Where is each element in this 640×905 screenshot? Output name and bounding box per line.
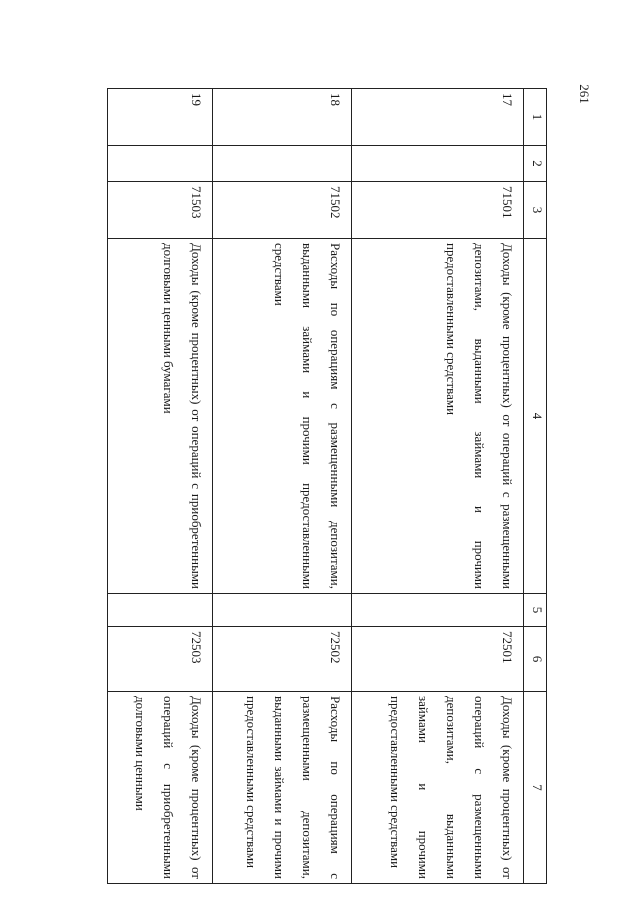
cell-col5 bbox=[352, 594, 524, 627]
page-number: 261 bbox=[577, 84, 592, 104]
header-cell-7: 7 bbox=[524, 692, 547, 884]
cell-col5 bbox=[213, 594, 352, 627]
row-number: 18 bbox=[213, 89, 352, 146]
new-account-description: Доходы (кроме процентных) от операций с приобретенными долговыми ценными bbox=[108, 692, 214, 884]
header-cell-1: 1 bbox=[524, 89, 547, 146]
cell-col2 bbox=[108, 146, 214, 182]
account-code: 71501 bbox=[352, 182, 524, 239]
table-row bbox=[352, 89, 524, 884]
table-row bbox=[108, 89, 214, 884]
cell-col2 bbox=[352, 146, 524, 182]
header-cell-4: 4 bbox=[524, 239, 547, 594]
account-code: 71502 bbox=[213, 182, 352, 239]
new-account-code: 72501 bbox=[352, 627, 524, 692]
account-description: Доходы (кроме процентных) от операций с приобретенными долговыми ценными бумагами bbox=[108, 239, 214, 594]
account-code: 71503 bbox=[108, 182, 214, 239]
account-mapping-table bbox=[107, 88, 547, 884]
new-account-code: 72503 bbox=[108, 627, 214, 692]
new-account-description: Доходы (кроме процентных) от операций с размещенными депозитами, выданными займами и прочими предоставленными средствами bbox=[352, 692, 524, 884]
header-row bbox=[524, 89, 547, 884]
account-description: Расходы по операциям с размещенными депозитами, выданными займами и прочими предоставленными средствами bbox=[213, 239, 352, 594]
header-cell-3: 3 bbox=[524, 182, 547, 239]
rotated-table-wrapper bbox=[107, 88, 547, 883]
table-row bbox=[213, 89, 352, 884]
row-number: 17 bbox=[352, 89, 524, 146]
cell-col2 bbox=[213, 146, 352, 182]
new-account-description: Расходы по операциям с размещенными депозитами, выданными займами и прочими предоставленными средствами bbox=[213, 692, 352, 884]
cell-col5 bbox=[108, 594, 214, 627]
new-account-code: 72502 bbox=[213, 627, 352, 692]
header-cell-2: 2 bbox=[524, 146, 547, 182]
header-cell-6: 6 bbox=[524, 627, 547, 692]
header-cell-5: 5 bbox=[524, 594, 547, 627]
row-number: 19 bbox=[108, 89, 214, 146]
account-description: Доходы (кроме процентных) от операций с размещенными депозитами, выданными займами и прочими предоставленными средствами bbox=[352, 239, 524, 594]
